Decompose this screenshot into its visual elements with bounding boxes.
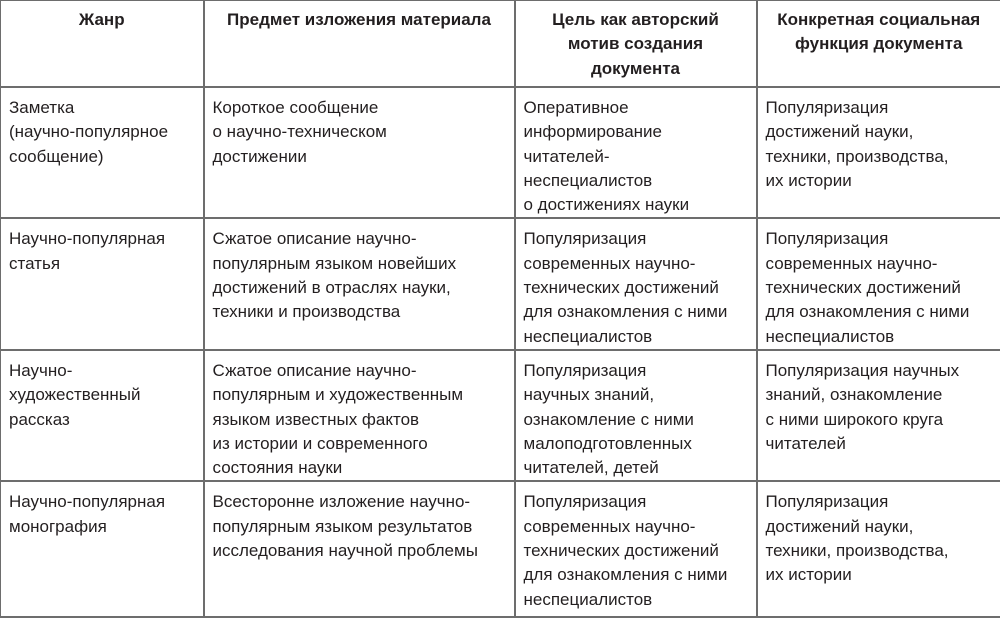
cell-function: Популяризация достижений науки, техники, производства, их истории	[757, 87, 1000, 218]
cell-function: Популяризация достижений науки, техники, производства, их истории	[757, 481, 1000, 617]
table-row	[1, 350, 1000, 481]
header-subject: Предмет изложения материала	[204, 1, 515, 88]
header-genre: Жанр	[1, 1, 204, 88]
header-row	[1, 1, 1000, 88]
header-goal: Цель как авторский мотив создания документа	[515, 1, 757, 88]
cell-function: Популяризация современных научно- технических достижений для ознакомления с ними неспециалистов	[757, 218, 1000, 349]
table-row	[1, 87, 1000, 218]
header-function: Конкретная социальная функция документа	[757, 1, 1000, 88]
table-row	[1, 481, 1000, 617]
cell-goal: Популяризация научных знаний, ознакомление с ними малоподготовленных читателей, детей	[515, 350, 757, 481]
cell-genre: Заметка (научно-популярное сообщение)	[1, 87, 204, 218]
cell-subject: Сжатое описание научно- популярным языком новейших достижений в отраслях науки, техники и производства	[204, 218, 515, 349]
cell-subject: Всесторонне изложение научно- популярным языком результатов исследования научной проблемы	[204, 481, 515, 617]
table-row	[1, 218, 1000, 349]
cell-goal: Популяризация современных научно- технических достижений для ознакомления с ними неспециалистов	[515, 218, 757, 349]
cell-subject: Короткое сообщение о научно-техническом достижении	[204, 87, 515, 218]
cell-genre: Научно- художественный рассказ	[1, 350, 204, 481]
cell-genre: Научно-популярная статья	[1, 218, 204, 349]
cell-subject: Сжатое описание научно- популярным и художественным языком известных фактов из истории и современного состояния науки	[204, 350, 515, 481]
cell-genre: Научно-популярная монография	[1, 481, 204, 617]
cell-goal: Популяризация современных научно- технических достижений для ознакомления с ними неспециалистов	[515, 481, 757, 617]
cell-function: Популяризация научных знаний, ознакомление с ними широкого круга читателей	[757, 350, 1000, 481]
cell-goal: Оперативное информирование читателей- неспециалистов о достижениях науки	[515, 87, 757, 218]
